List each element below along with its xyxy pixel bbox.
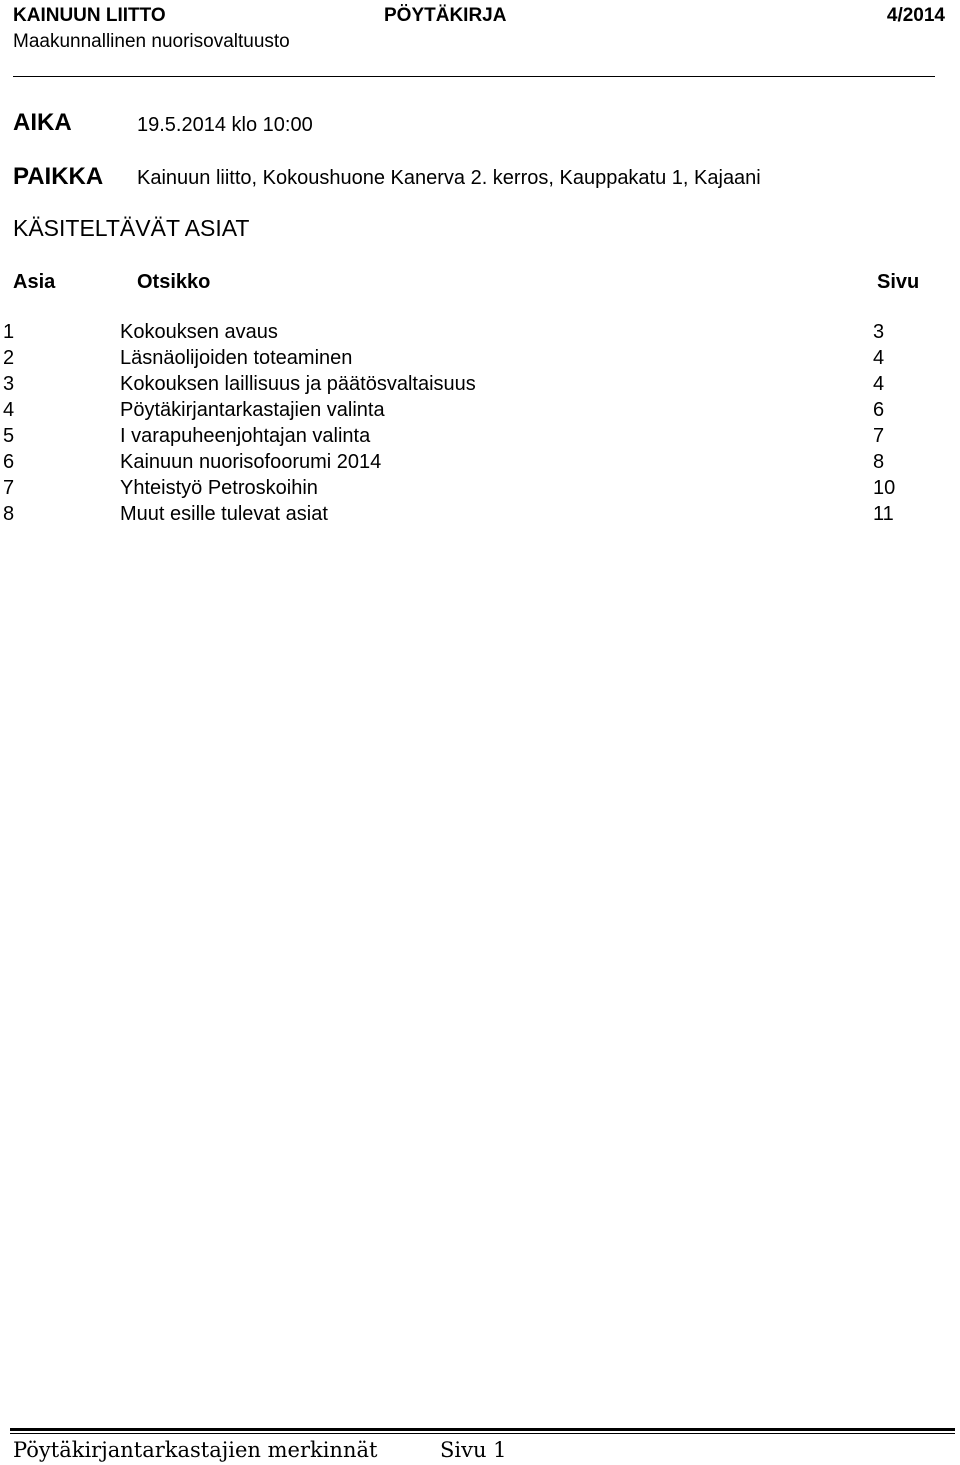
agenda-item-title: Läsnäolijoiden toteaminen <box>120 347 353 369</box>
agenda-title: KÄSITELTÄVÄT ASIAT <box>13 215 250 241</box>
footer-divider-thin <box>10 1433 955 1434</box>
agenda-row <box>0 345 960 371</box>
document-type: PÖYTÄKIRJA <box>384 5 507 26</box>
agenda-item-title: I varapuheenjohtajan valinta <box>120 425 371 447</box>
footer-label: Pöytäkirjantarkastajien merkinnät <box>13 1438 378 1462</box>
agenda-item-number: 3 <box>3 373 15 395</box>
agenda-item-number: 6 <box>3 451 15 473</box>
agenda-item-page: 7 <box>873 425 885 447</box>
organization-unit: Maakunnallinen nuorisovaltuusto <box>13 31 290 52</box>
header-divider <box>13 76 935 77</box>
column-header-page: Sivu <box>877 271 920 293</box>
agenda-item-number: 8 <box>3 503 15 525</box>
place-value: Kainuun liitto, Kokoushuone Kanerva 2. kerros, Kauppakatu 1, Kajaani <box>137 167 761 189</box>
agenda-item-title: Kokouksen laillisuus ja päätösvaltaisuus <box>120 373 476 395</box>
footer-divider-thick <box>10 1428 955 1431</box>
column-header-title: Otsikko <box>137 271 211 293</box>
time-label: AIKA <box>13 109 72 136</box>
agenda-row <box>0 319 960 345</box>
agenda-item-page: 3 <box>873 321 885 343</box>
organization-name: KAINUUN LIITTO <box>13 5 166 26</box>
agenda-item-page: 6 <box>873 399 885 421</box>
agenda-row <box>0 371 960 397</box>
agenda-row <box>0 397 960 423</box>
agenda-item-title: Pöytäkirjantarkastajien valinta <box>120 399 385 421</box>
place-label: PAIKKA <box>13 163 104 190</box>
agenda-item-page: 4 <box>873 373 885 395</box>
column-header-number: Asia <box>13 271 56 293</box>
agenda-row <box>0 475 960 501</box>
agenda-row <box>0 501 960 527</box>
time-value: 19.5.2014 klo 10:00 <box>137 114 313 136</box>
agenda-item-title: Kainuun nuorisofoorumi 2014 <box>120 451 382 473</box>
agenda-row <box>0 423 960 449</box>
agenda-item-title: Muut esille tulevat asiat <box>120 503 328 525</box>
footer-page-number: Sivu 1 <box>440 1438 507 1462</box>
agenda-item-page: 8 <box>873 451 885 473</box>
agenda-item-title: Yhteistyö Petroskoihin <box>120 477 318 499</box>
agenda-item-page: 4 <box>873 347 885 369</box>
agenda-item-title: Kokouksen avaus <box>120 321 278 343</box>
agenda-item-number: 1 <box>3 321 15 343</box>
agenda-list <box>0 319 960 527</box>
agenda-item-number: 5 <box>3 425 15 447</box>
agenda-item-page: 10 <box>873 477 896 499</box>
agenda-item-number: 7 <box>3 477 15 499</box>
document-number: 4/2014 <box>886 5 945 26</box>
agenda-row <box>0 449 960 475</box>
agenda-item-number: 4 <box>3 399 15 421</box>
agenda-item-number: 2 <box>3 347 15 369</box>
agenda-item-page: 11 <box>873 503 894 525</box>
